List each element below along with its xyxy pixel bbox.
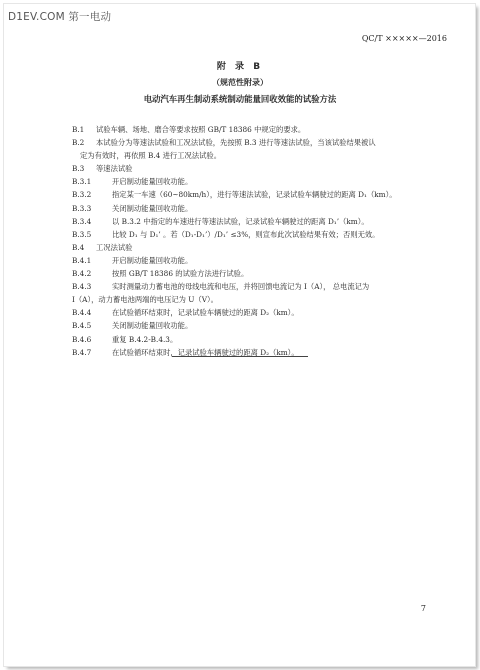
- site-watermark: D1EV.COM 第一电动: [8, 11, 112, 23]
- clause-text: 开启制动能量回收功能。: [112, 177, 193, 187]
- clause-line: [72, 333, 417, 346]
- clause-number: B.4.3: [72, 282, 92, 292]
- clause-text: 开启制动能量回收功能。: [112, 255, 193, 265]
- clause-line: [72, 215, 417, 228]
- appendix-main-title: 电动汽车再生制动系统制动能量回收效能的试验方法: [143, 94, 337, 104]
- clause-number: B.3.3: [72, 203, 92, 213]
- clause-line: [72, 241, 417, 254]
- clause-text: 在试验循环结束时，记录试验车辆驶过的距离 D₂（km）。: [112, 308, 299, 318]
- clause-number: B.3.2: [72, 190, 92, 200]
- appendix-nature: （规范性附录）: [212, 78, 268, 87]
- clause-text: 按照 GB/T 18386 的试验方法进行试验。: [112, 269, 249, 279]
- clause-text: 以 B.3.2 中指定的车速进行等速法试验，记录试验车辆驶过的距离 D₁’（km）。: [112, 216, 369, 226]
- clause-text: 比较 D₁ 与 D₁’ 。若（D₁-D₁’）/D₁’ ≤3%，则宣布此次试验结果有效；否则无效。: [112, 229, 380, 239]
- clause-text: 定为有效时，再依照 B.4 进行工况法试验。: [80, 151, 222, 161]
- end-rule: [172, 356, 308, 357]
- clause-number: B.4.6: [72, 334, 92, 344]
- clause-number: B.1: [72, 125, 85, 134]
- standard-code: QC/T ×××××—2016: [361, 34, 447, 43]
- clause-number: B.2: [72, 138, 85, 148]
- clause-line: [72, 280, 417, 293]
- clause-number: B.4.1: [72, 255, 92, 265]
- clause-line: [72, 175, 417, 188]
- clause-number: B.3.1: [72, 177, 92, 187]
- clause-line: [72, 162, 417, 175]
- clause-number: B.4.2: [72, 269, 92, 279]
- clause-list: [72, 123, 417, 359]
- clause-line: [72, 136, 417, 149]
- clause-number: B.3: [72, 164, 85, 174]
- appendix-title: 附 录 B: [216, 62, 264, 72]
- clause-number: B.4.4: [72, 308, 92, 318]
- clause-text: 工况法试验: [96, 242, 133, 252]
- clause-line: [72, 293, 417, 306]
- clause-text: 本试验分为等速法试验和工况法试验，先按照 B.3 进行等速法试验，当该试验结果被认: [96, 138, 376, 148]
- clause-text: 关闭制动能量回收功能。: [112, 203, 193, 213]
- clause-number: B.3.4: [72, 216, 92, 226]
- clause-text: 重复 B.4.2-B.4.3。: [112, 334, 178, 344]
- clause-line: [72, 319, 417, 332]
- clause-text: 实时测量动力蓄电池的母线电流和电压，并将回馈电流记为 I（A）， 总电流记为: [112, 282, 370, 292]
- clause-text: 关闭制动能量回收功能。: [112, 321, 193, 331]
- clause-text: 指定某一车速（60~80km/h），进行等速法试验，记录试验车辆驶过的距离 D₁（km）。: [112, 190, 397, 200]
- clause-line: [72, 228, 417, 241]
- clause-number: B.4.5: [72, 321, 92, 331]
- clause-number: B.4: [72, 242, 85, 252]
- clause-line: [72, 149, 417, 162]
- clause-line: [72, 254, 417, 267]
- clause-number: B.3.5: [72, 229, 92, 239]
- clause-line: [72, 306, 417, 319]
- clause-text: I（A），动力蓄电池两端的电压记为 U（V）。: [72, 295, 218, 305]
- clause-text: 等速法试验: [96, 164, 133, 174]
- clause-text: 试验车辆、场地、磨合等要求按照 GB/T 18386 中规定的要求。: [96, 125, 306, 134]
- clause-line: [72, 267, 417, 280]
- clause-number: B.4.7: [72, 347, 92, 357]
- clause-text: 在试验循环结束时，记录试验车辆驶过的距离 D₂（km）。: [112, 347, 299, 357]
- clause-line: [72, 202, 417, 215]
- clause-line: [72, 188, 417, 201]
- page-number: 7: [420, 604, 426, 613]
- clause-line: [72, 123, 417, 136]
